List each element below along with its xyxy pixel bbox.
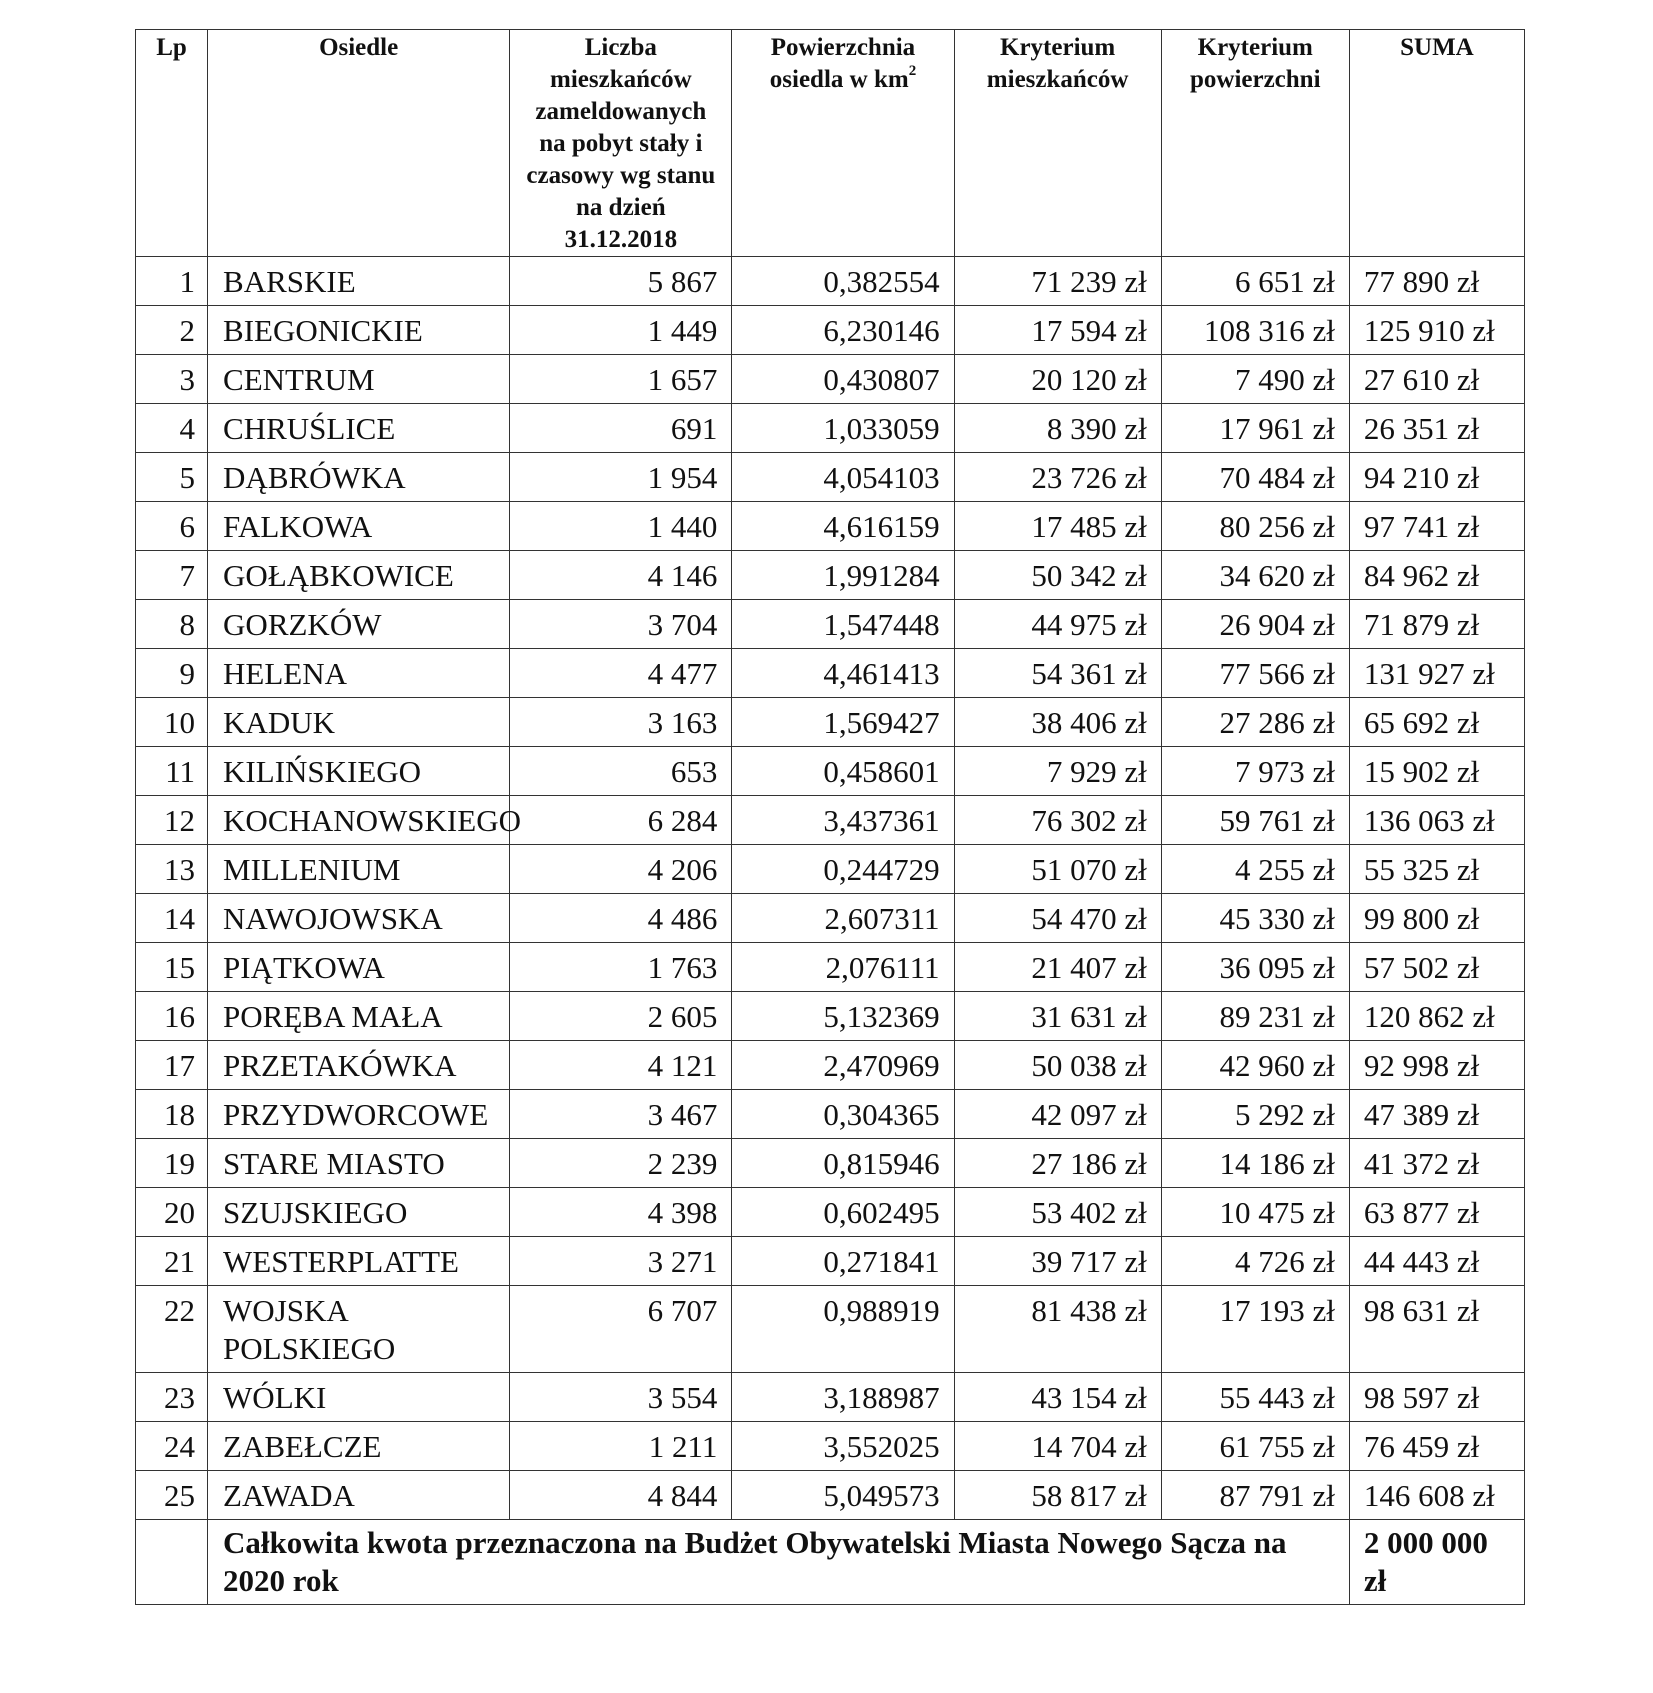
cell-population: 4 146 [510,551,732,600]
header-area [732,30,954,257]
table-row [136,1139,1525,1188]
table-row [136,992,1525,1041]
cell-criterion-area: 87 791 zł [1161,1471,1349,1520]
table-row [136,1422,1525,1471]
cell-population: 5 867 [510,257,732,306]
cell-criterion-residents: 50 038 zł [954,1041,1161,1090]
cell-lp: 7 [136,551,208,600]
table-row [136,796,1525,845]
cell-population: 6 284 [510,796,732,845]
cell-criterion-residents: 39 717 zł [954,1237,1161,1286]
table-row [136,600,1525,649]
cell-sum: 57 502 zł [1349,943,1524,992]
cell-population: 1 440 [510,502,732,551]
cell-population: 3 704 [510,600,732,649]
cell-area: 1,547448 [732,600,954,649]
table-row [136,1090,1525,1139]
cell-osiedle: FALKOWA [208,502,510,551]
cell-criterion-residents: 54 470 zł [954,894,1161,943]
cell-sum: 120 862 zł [1349,992,1524,1041]
cell-osiedle: PRZETAKÓWKA [208,1041,510,1090]
cell-criterion-area: 59 761 zł [1161,796,1349,845]
table-row [136,649,1525,698]
cell-area: 5,132369 [732,992,954,1041]
table-row [136,355,1525,404]
header-osiedle: Osiedle [208,30,510,257]
cell-criterion-residents: 8 390 zł [954,404,1161,453]
cell-lp: 21 [136,1237,208,1286]
total-row [136,1520,1525,1605]
cell-sum: 136 063 zł [1349,796,1524,845]
cell-sum: 44 443 zł [1349,1237,1524,1286]
cell-area: 6,230146 [732,306,954,355]
header-row [136,30,1525,257]
cell-area: 0,458601 [732,747,954,796]
cell-sum: 27 610 zł [1349,355,1524,404]
cell-sum: 41 372 zł [1349,1139,1524,1188]
cell-population: 4 206 [510,845,732,894]
cell-criterion-residents: 42 097 zł [954,1090,1161,1139]
cell-criterion-area: 26 904 zł [1161,600,1349,649]
cell-area: 0,815946 [732,1139,954,1188]
cell-lp: 3 [136,355,208,404]
cell-area: 2,607311 [732,894,954,943]
cell-population: 4 398 [510,1188,732,1237]
table-row [136,502,1525,551]
cell-criterion-residents: 20 120 zł [954,355,1161,404]
cell-criterion-residents: 7 929 zł [954,747,1161,796]
cell-area: 0,430807 [732,355,954,404]
table-row [136,1373,1525,1422]
cell-criterion-area: 7 973 zł [1161,747,1349,796]
cell-sum: 26 351 zł [1349,404,1524,453]
cell-osiedle: NAWOJOWSKA [208,894,510,943]
cell-sum: 71 879 zł [1349,600,1524,649]
cell-criterion-area: 17 193 zł [1161,1286,1349,1373]
cell-osiedle: KADUK [208,698,510,747]
cell-area: 2,076111 [732,943,954,992]
table-row [136,1286,1525,1373]
cell-population: 6 707 [510,1286,732,1373]
cell-lp: 25 [136,1471,208,1520]
cell-criterion-area: 108 316 zł [1161,306,1349,355]
cell-criterion-area: 27 286 zł [1161,698,1349,747]
total-value: 2 000 000 zł [1349,1520,1524,1605]
cell-osiedle: CENTRUM [208,355,510,404]
cell-population: 653 [510,747,732,796]
cell-sum: 98 631 zł [1349,1286,1524,1373]
cell-osiedle: WESTERPLATTE [208,1237,510,1286]
cell-criterion-area: 5 292 zł [1161,1090,1349,1139]
cell-criterion-area: 34 620 zł [1161,551,1349,600]
cell-criterion-residents: 17 485 zł [954,502,1161,551]
cell-osiedle: BIEGONICKIE [208,306,510,355]
cell-sum: 146 608 zł [1349,1471,1524,1520]
cell-sum: 99 800 zł [1349,894,1524,943]
cell-sum: 131 927 zł [1349,649,1524,698]
table-row [136,404,1525,453]
cell-lp: 24 [136,1422,208,1471]
header-sum: SUMA [1349,30,1524,257]
cell-area: 4,461413 [732,649,954,698]
cell-osiedle: WÓLKI [208,1373,510,1422]
cell-area: 1,569427 [732,698,954,747]
cell-lp: 6 [136,502,208,551]
cell-osiedle: PORĘBA MAŁA [208,992,510,1041]
cell-population: 1 954 [510,453,732,502]
cell-area: 0,382554 [732,257,954,306]
cell-population: 4 844 [510,1471,732,1520]
cell-sum: 98 597 zł [1349,1373,1524,1422]
cell-population: 691 [510,404,732,453]
cell-area: 5,049573 [732,1471,954,1520]
cell-area: 2,470969 [732,1041,954,1090]
cell-criterion-area: 4 726 zł [1161,1237,1349,1286]
cell-criterion-residents: 43 154 zł [954,1373,1161,1422]
cell-lp: 20 [136,1188,208,1237]
cell-criterion-area: 61 755 zł [1161,1422,1349,1471]
cell-criterion-residents: 54 361 zł [954,649,1161,698]
cell-lp: 14 [136,894,208,943]
cell-area: 0,271841 [732,1237,954,1286]
cell-lp: 2 [136,306,208,355]
cell-criterion-residents: 21 407 zł [954,943,1161,992]
cell-sum: 92 998 zł [1349,1041,1524,1090]
cell-criterion-residents: 44 975 zł [954,600,1161,649]
cell-criterion-area: 17 961 zł [1161,404,1349,453]
table-row [136,1237,1525,1286]
cell-osiedle: GOŁĄBKOWICE [208,551,510,600]
cell-lp: 23 [136,1373,208,1422]
cell-criterion-area: 45 330 zł [1161,894,1349,943]
cell-criterion-residents: 31 631 zł [954,992,1161,1041]
cell-area: 0,244729 [732,845,954,894]
cell-criterion-residents: 50 342 zł [954,551,1161,600]
cell-lp: 17 [136,1041,208,1090]
table-row [136,1471,1525,1520]
cell-criterion-residents: 58 817 zł [954,1471,1161,1520]
cell-area: 0,602495 [732,1188,954,1237]
table-row [136,698,1525,747]
cell-lp: 19 [136,1139,208,1188]
table-row [136,943,1525,992]
cell-osiedle: ZABEŁCZE [208,1422,510,1471]
cell-sum: 125 910 zł [1349,306,1524,355]
cell-osiedle: STARE MIASTO [208,1139,510,1188]
cell-criterion-residents: 81 438 zł [954,1286,1161,1373]
cell-criterion-area: 36 095 zł [1161,943,1349,992]
cell-osiedle: SZUJSKIEGO [208,1188,510,1237]
cell-area: 3,188987 [732,1373,954,1422]
cell-population: 2 605 [510,992,732,1041]
cell-population: 2 239 [510,1139,732,1188]
cell-criterion-area: 4 255 zł [1161,845,1349,894]
cell-lp: 1 [136,257,208,306]
cell-population: 3 271 [510,1237,732,1286]
cell-osiedle: CHRUŚLICE [208,404,510,453]
cell-area: 4,616159 [732,502,954,551]
cell-osiedle: PIĄTKOWA [208,943,510,992]
cell-sum: 65 692 zł [1349,698,1524,747]
cell-sum: 63 877 zł [1349,1188,1524,1237]
cell-population: 3 554 [510,1373,732,1422]
table-row [136,894,1525,943]
cell-osiedle: DĄBRÓWKA [208,453,510,502]
cell-sum: 76 459 zł [1349,1422,1524,1471]
cell-sum: 94 210 zł [1349,453,1524,502]
cell-criterion-area: 70 484 zł [1161,453,1349,502]
cell-criterion-area: 7 490 zł [1161,355,1349,404]
cell-criterion-area: 80 256 zł [1161,502,1349,551]
table-row [136,306,1525,355]
cell-criterion-area: 55 443 zł [1161,1373,1349,1422]
cell-lp: 11 [136,747,208,796]
header-population: Liczba mieszkańców zameldowanych na pobyt stały i czasowy wg stanu na dzień 31.12.2018 [510,30,732,257]
table-body [136,257,1525,1520]
cell-sum: 97 741 zł [1349,502,1524,551]
cell-population: 1 211 [510,1422,732,1471]
cell-population: 3 163 [510,698,732,747]
cell-lp: 4 [136,404,208,453]
cell-sum: 47 389 zł [1349,1090,1524,1139]
budget-table [135,29,1525,1605]
cell-criterion-area: 42 960 zł [1161,1041,1349,1090]
header-criterion-residents: Kryterium mieszkańców [954,30,1161,257]
cell-lp: 12 [136,796,208,845]
table-row [136,747,1525,796]
cell-population: 3 467 [510,1090,732,1139]
cell-area: 1,033059 [732,404,954,453]
cell-population: 1 657 [510,355,732,404]
cell-criterion-residents: 53 402 zł [954,1188,1161,1237]
cell-lp: 8 [136,600,208,649]
cell-osiedle: ZAWADA [208,1471,510,1520]
cell-area: 4,054103 [732,453,954,502]
cell-population: 1 763 [510,943,732,992]
cell-osiedle: MILLENIUM [208,845,510,894]
header-area-superscript: 2 [908,63,917,79]
cell-osiedle: HELENA [208,649,510,698]
cell-sum: 84 962 zł [1349,551,1524,600]
table-row [136,1188,1525,1237]
cell-criterion-residents: 76 302 zł [954,796,1161,845]
header-criterion-area: Kryterium powierzchni [1161,30,1349,257]
cell-lp: 18 [136,1090,208,1139]
cell-lp: 22 [136,1286,208,1373]
cell-osiedle: BARSKIE [208,257,510,306]
cell-population: 4 477 [510,649,732,698]
cell-criterion-area: 10 475 zł [1161,1188,1349,1237]
cell-osiedle: GORZKÓW [208,600,510,649]
cell-sum: 77 890 zł [1349,257,1524,306]
cell-population: 4 121 [510,1041,732,1090]
cell-criterion-area: 77 566 zł [1161,649,1349,698]
cell-osiedle: WOJSKA POLSKIEGO [208,1286,510,1373]
total-label: Całkowita kwota przeznaczona na Budżet Obywatelski Miasta Nowego Sącza na 2020 rok [208,1520,1350,1605]
table-row [136,1041,1525,1090]
table-row [136,453,1525,502]
cell-area: 0,988919 [732,1286,954,1373]
header-area-text: Powierzchnia osiedla w km [769,34,916,93]
cell-lp: 9 [136,649,208,698]
cell-lp: 5 [136,453,208,502]
table-row [136,257,1525,306]
cell-criterion-residents: 27 186 zł [954,1139,1161,1188]
cell-lp: 16 [136,992,208,1041]
header-lp: Lp [136,30,208,257]
cell-criterion-residents: 23 726 zł [954,453,1161,502]
cell-criterion-residents: 38 406 zł [954,698,1161,747]
cell-area: 3,552025 [732,1422,954,1471]
cell-area: 0,304365 [732,1090,954,1139]
cell-criterion-residents: 71 239 zł [954,257,1161,306]
cell-osiedle: KILIŃSKIEGO [208,747,510,796]
table-row [136,845,1525,894]
cell-area: 1,991284 [732,551,954,600]
cell-criterion-residents: 17 594 zł [954,306,1161,355]
cell-population: 4 486 [510,894,732,943]
cell-criterion-residents: 14 704 zł [954,1422,1161,1471]
cell-osiedle: PRZYDWORCOWE [208,1090,510,1139]
cell-osiedle: KOCHANOWSKIEGO [208,796,510,845]
cell-population: 1 449 [510,306,732,355]
cell-criterion-area: 89 231 zł [1161,992,1349,1041]
cell-criterion-area: 14 186 zł [1161,1139,1349,1188]
cell-lp: 15 [136,943,208,992]
cell-lp: 13 [136,845,208,894]
cell-criterion-area: 6 651 zł [1161,257,1349,306]
cell-sum: 15 902 zł [1349,747,1524,796]
table-row [136,551,1525,600]
total-lp-cell [136,1520,208,1605]
cell-area: 3,437361 [732,796,954,845]
cell-lp: 10 [136,698,208,747]
cell-criterion-residents: 51 070 zł [954,845,1161,894]
cell-sum: 55 325 zł [1349,845,1524,894]
